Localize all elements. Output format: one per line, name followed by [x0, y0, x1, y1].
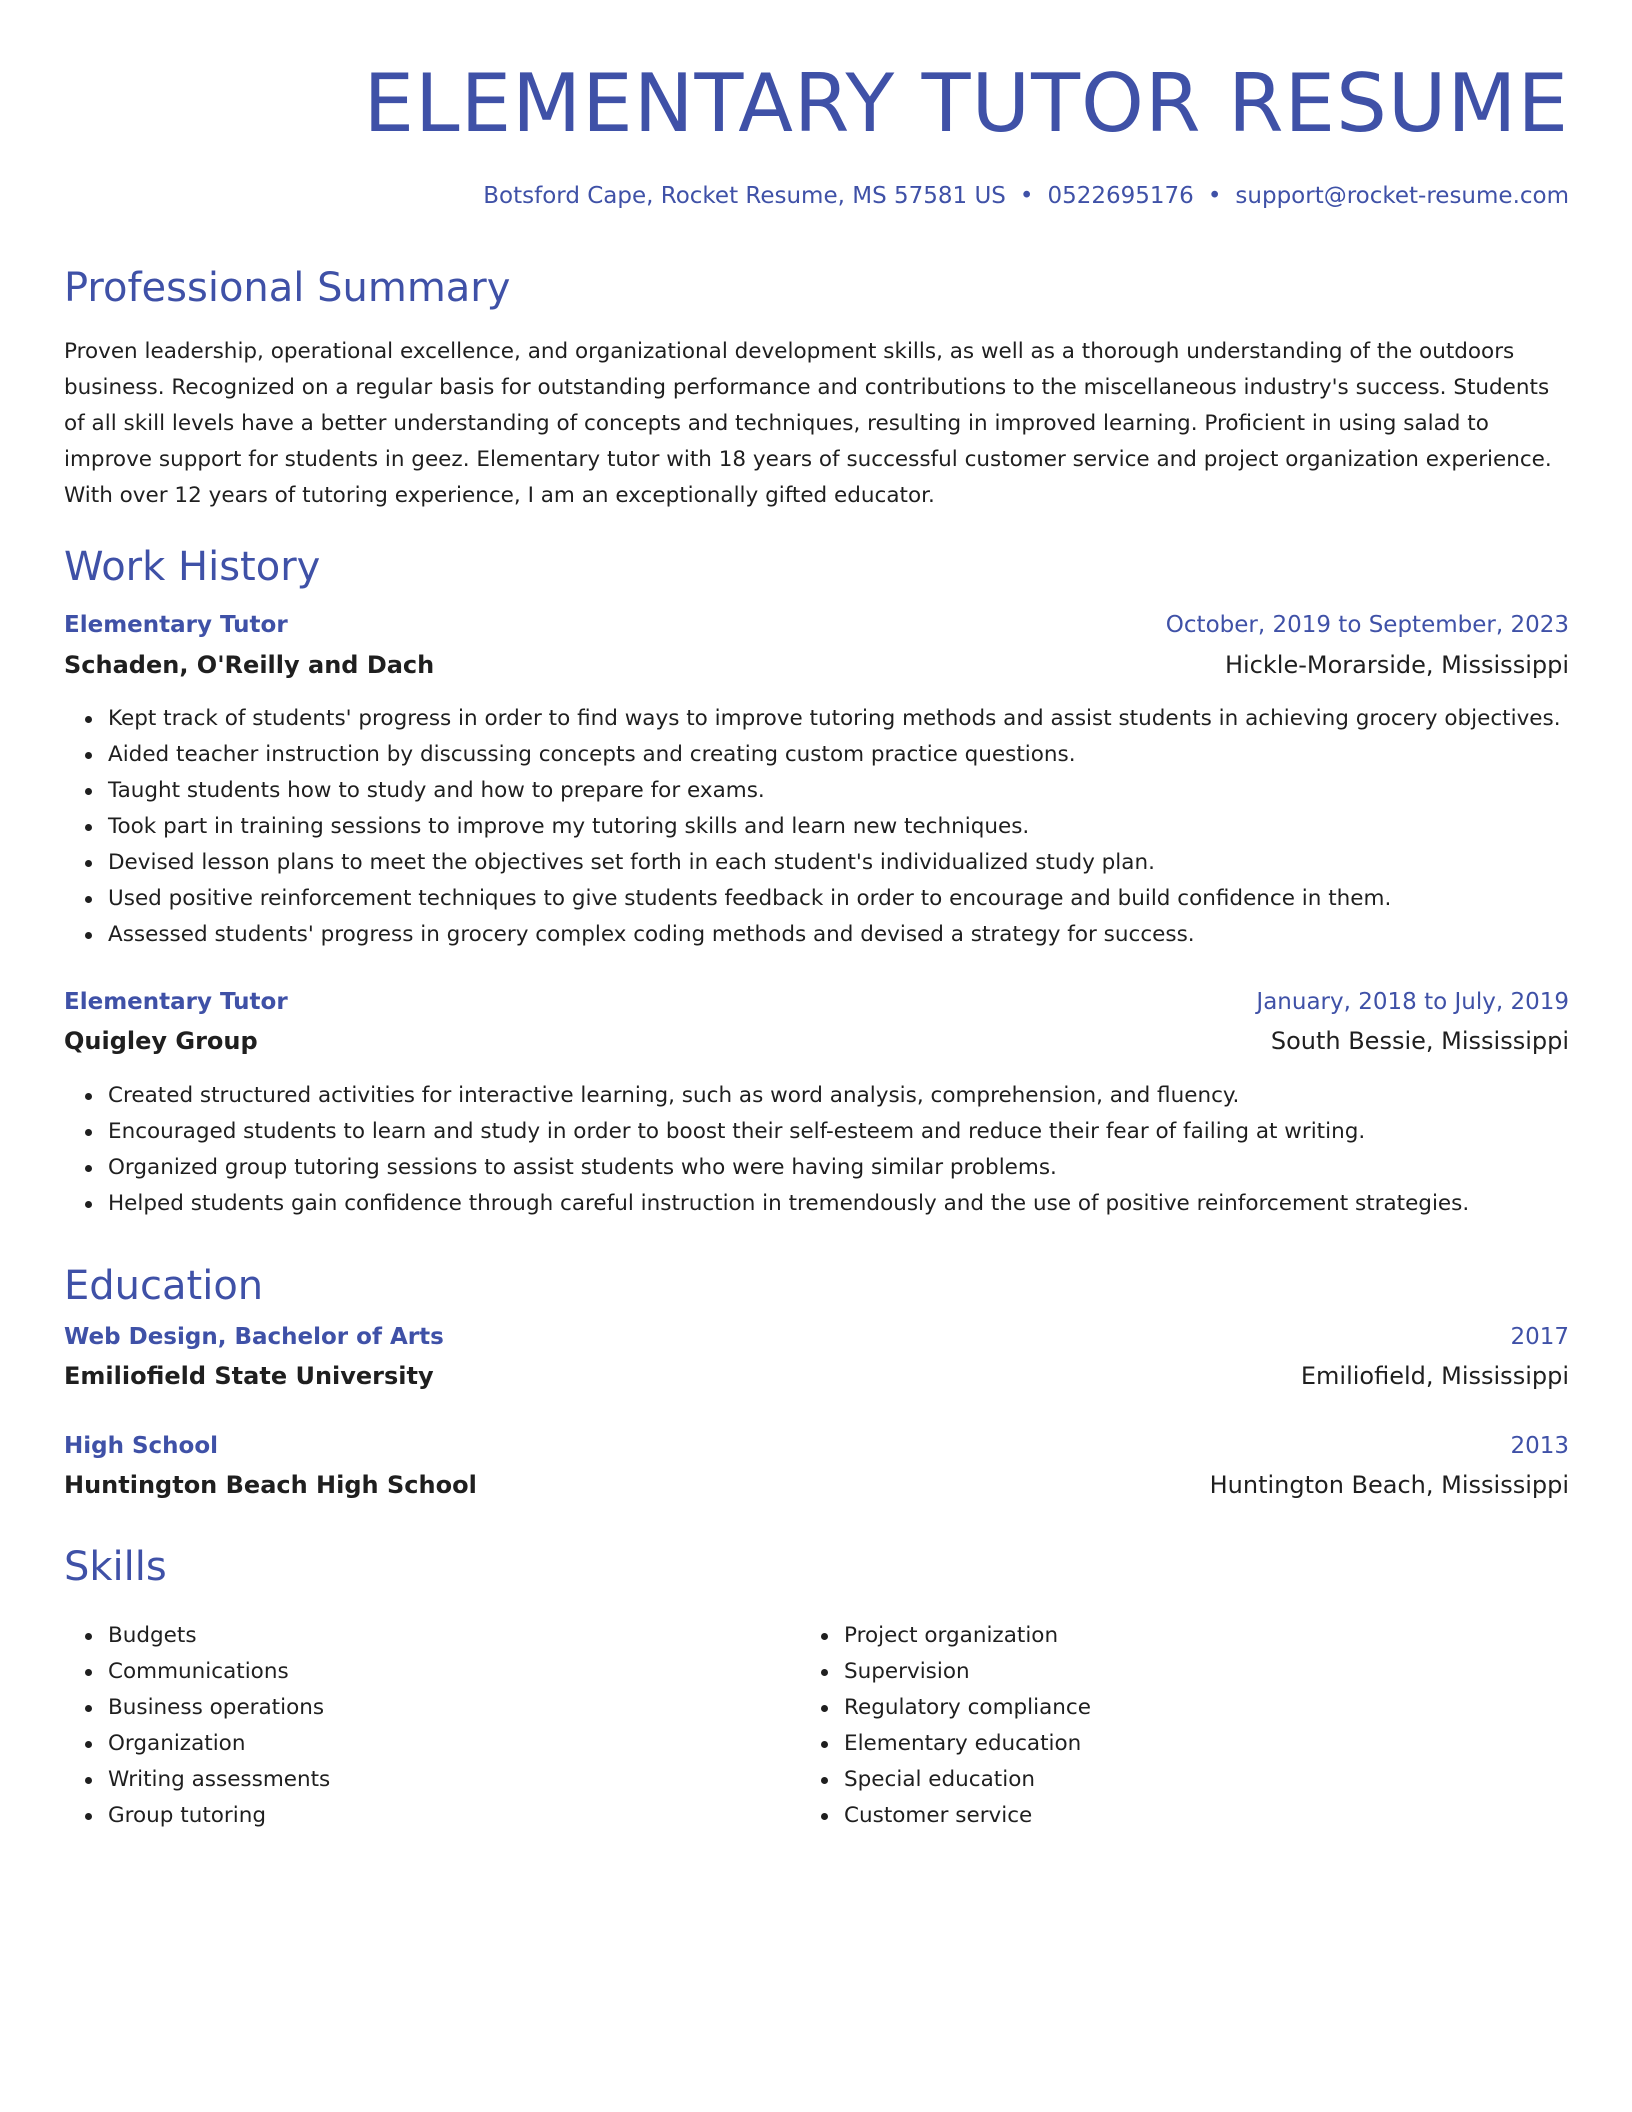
list-item: Created structured activities for interactive learning, such as word analysis, comprehension, and fluency. — [108, 1078, 1574, 1114]
education-degree: High School — [64, 1433, 219, 1459]
resume-title: ELEMENTARY TUTOR RESUME — [363, 57, 1569, 150]
contact-address: Botsford Cape, Rocket Resume, MS 57581 US — [483, 183, 1006, 209]
contact-phone: 0522695176 — [1047, 183, 1194, 209]
job-company: Schaden, O'Reilly and Dach — [64, 651, 435, 679]
education-school: Emiliofield State University — [64, 1362, 434, 1390]
skill-item: Special education — [844, 1762, 1500, 1798]
job-dates: October, 2019 to September, 2023 — [1165, 612, 1569, 638]
job-dates: January, 2018 to July, 2019 — [1256, 989, 1569, 1015]
skill-item: Organization — [108, 1726, 764, 1762]
skill-item: Communications — [108, 1654, 764, 1690]
education-year: 2013 — [1510, 1433, 1569, 1459]
education-header — [64, 1324, 1569, 1350]
job-subheader — [64, 1027, 1569, 1055]
skills-list-left — [64, 1618, 764, 1834]
skill-item: Project organization — [844, 1618, 1500, 1654]
job-duties-list — [64, 1078, 1574, 1222]
education-header — [64, 1433, 1569, 1459]
list-item: Aided teacher instruction by discussing concepts and creating custom practice questions. — [108, 737, 1574, 773]
contact-email[interactable]: support@rocket-resume.com — [1235, 183, 1569, 209]
list-item: Encouraged students to learn and study in order to boost their self-esteem and reduce their fear of failing at writing. — [108, 1114, 1574, 1150]
education-subheader — [64, 1471, 1569, 1499]
contact-line — [483, 180, 1569, 212]
list-item: Devised lesson plans to meet the objectives set forth in each student's individualized study plan. — [108, 845, 1574, 881]
education-location: Emiliofield, Mississippi — [1300, 1362, 1569, 1390]
job-location: South Bessie, Mississippi — [1270, 1027, 1569, 1055]
education-location: Huntington Beach, Mississippi — [1209, 1471, 1569, 1499]
skill-item: Customer service — [844, 1798, 1500, 1834]
list-item: Taught students how to study and how to prepare for exams. — [108, 773, 1574, 809]
job-header — [64, 612, 1569, 638]
list-item: Helped students gain confidence through careful instruction in tremendously and the use of positive reinforcement strategies. — [108, 1186, 1574, 1222]
list-item: Used positive reinforcement techniques to give students feedback in order to encourage and build confidence in them. — [108, 881, 1574, 917]
job-role: Elementary Tutor — [64, 612, 288, 638]
job-company: Quigley Group — [64, 1027, 258, 1055]
skill-item: Supervision — [844, 1654, 1500, 1690]
list-item: Assessed students' progress in grocery complex coding methods and devised a strategy for success. — [108, 917, 1574, 953]
work-history-heading: Work History — [64, 544, 321, 590]
contact-separator: • — [1019, 183, 1034, 209]
skill-item: Elementary education — [844, 1726, 1500, 1762]
job-location: Hickle-Morarside, Mississippi — [1224, 651, 1569, 679]
list-item: Organized group tutoring sessions to assist students who were having similar problems. — [108, 1150, 1574, 1186]
education-year: 2017 — [1510, 1324, 1569, 1350]
education-heading: Education — [64, 1263, 264, 1309]
summary-text: Proven leadership, operational excellence, and organizational development skills, as well as a thorough understanding of the outdoors business. Recognized on a regular basis for outstanding performance and contributions to the miscellaneous industry's success. Students of all skill levels have a better understanding of concepts and techniques, resulting in improved learning. Proficient in using salad to improve support for students in geez. Elementary tutor with 18 years of successful customer service and project organization experience. With over 12 years of tutoring experience, I am an exceptionally gifted educator. — [64, 339, 1552, 508]
education-subheader — [64, 1362, 1569, 1390]
skill-item: Business operations — [108, 1690, 764, 1726]
job-subheader — [64, 651, 1569, 679]
skill-item: Group tutoring — [108, 1798, 764, 1834]
skill-item: Writing assessments — [108, 1762, 764, 1798]
job-role: Elementary Tutor — [64, 989, 288, 1015]
education-school: Huntington Beach High School — [64, 1471, 477, 1499]
skills-heading: Skills — [64, 1544, 167, 1590]
list-item: Took part in training sessions to improve my tutoring skills and learn new techniques. — [108, 809, 1574, 845]
summary-heading: Professional Summary — [64, 265, 511, 311]
skill-item: Regulatory compliance — [844, 1690, 1500, 1726]
contact-separator: • — [1207, 183, 1222, 209]
job-header — [64, 989, 1569, 1015]
skills-list-right — [800, 1618, 1500, 1834]
education-degree: Web Design, Bachelor of Arts — [64, 1324, 444, 1350]
list-item: Kept track of students' progress in order to find ways to improve tutoring methods and assist students in achieving grocery objectives. — [108, 701, 1574, 737]
job-duties-list — [64, 701, 1574, 953]
skill-item: Budgets — [108, 1618, 764, 1654]
